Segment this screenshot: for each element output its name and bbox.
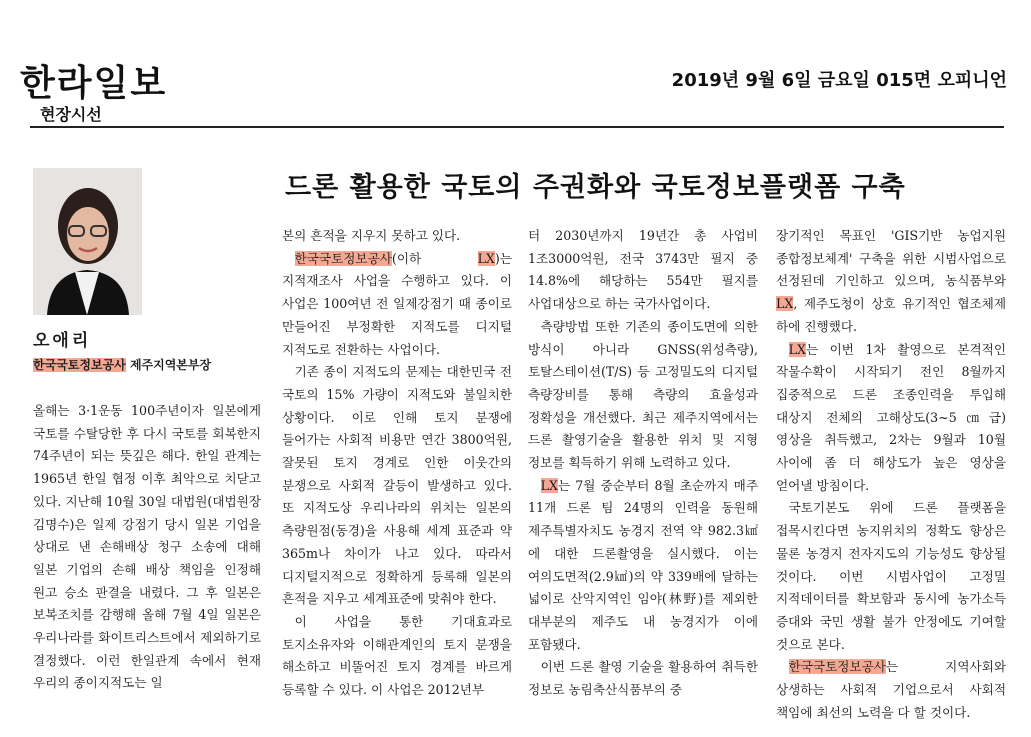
author-name: 오애리 (33, 331, 92, 351)
body-paragraph: 올해는 3·1운동 100주년이자 일본에게 국토를 수탈당한 후 다시 국토를 회복한지 74주년이 되는 뜻깊은 해다. 한일 관계는 1965년 한일 협정 이후 최악으로 치닫고 있다. 지난해 10월 30일 대법원(대법원장 김명수)은 일제 강점기 당시 일본 기업을 상대로 낸 손해배상 청구 소송에 대해 일본 기업의 손해 배상 책임을 인정해 원고 승소 판결을 내렸다. 그 후 일본은 보복조치를 감행해 올해 7월 4일 일본은 우리나라를 화이트리스트에서 제외하기로 결정했다. 이런 한일관계 속에서 현재 우리의 종이지적도는 일 (33, 403, 261, 691)
newspaper-masthead: 한라일보 (20, 63, 168, 104)
body-text: 는 이번 1차 촬영으로 본격적인 작물수확이 시작되기 전인 8월까지 집중적으로 드론 조종인력을 투입해 대상지 전체의 고해상도(3~5㎝급) 영상을 취득했고, 2차는 9월과 10월 사이에 좀 더 해상도가 높은 영상을 얻어낼 방침이다. (776, 341, 1006, 493)
body-text: 장기적인 목표인 'GIS기반 농업지원 종합정보체계' 구축을 위한 시범사업으로 선정된데 기인하고 있으며, 농식품부와 (776, 228, 1006, 289)
highlighted-lx: LX (776, 296, 794, 312)
body-text: (이하 (391, 250, 478, 266)
body-paragraph (776, 225, 1006, 339)
body-paragraph (528, 475, 758, 657)
body-paragraph: 국토기본도 위에 드론 플랫폼을 접목시킨다면 농지위치의 정확도 향상은 물론 농경지 전자지도의 기능성도 향상될 것이다. 이번 시범사업이 고정밀 지적데이터를 확보함과 동시에 농가소득 증대와 국민 생활 불가 안정에도 기여할 것으로 본다. (776, 500, 1006, 652)
body-paragraph: 이 사업을 통한 기대효과로 토지소유자와 이해관계인의 토지 분쟁을 해소하고 비뚤어진 토지 경계를 바르게 등록할 수 있다. 이 사업은 2012년부 (282, 613, 512, 698)
highlighted-lx: LX (477, 250, 495, 266)
masthead-divider (30, 126, 1004, 128)
highlighted-lx: LX (788, 341, 806, 357)
body-paragraph: 이번 드론 촬영 기술을 활용하여 취득한 정보로 농림축산식품부의 중 (528, 659, 758, 698)
author-photo (33, 168, 142, 315)
body-paragraph: 기존 종이 지적도의 문제는 대한민국 전 국토의 15% 가량이 지적도와 불일치한 상황이다. 이로 인해 토지 분쟁에 들어가는 사회적 비용만 연간 3800억원, 잘못된 토지 경계로 인한 이웃간의 분쟁으로 사회적 갈등이 발생하고 있다. 또 지적도상 우리나라의 위치는 일본의 측량원점(동경)을 사용해 세계 표준과 약 365m나 차이가 나고 있다. 따라서 디지털지적으로 정확하게 등록해 일본의 흔적을 지우고 세계표준에 맞춰야 한다. (282, 364, 512, 607)
column-section-label: 현장시선 (40, 105, 102, 124)
body-text: )는 지적재조사 사업을 수행하고 있다. 이 사업은 100여년 전 일제강점기 때 종이로 만들어진 부정확한 지적도를 디지털 지적도로 전환하는 사업이다. (282, 250, 512, 357)
highlighted-lx: LX (540, 477, 558, 493)
body-text: , 제주도청이 상호 유기적인 협조체제 하에 진행했다. (776, 296, 1006, 334)
author-org: 한국국토정보공사 (33, 358, 126, 372)
body-paragraph (776, 656, 1006, 724)
author-portrait-icon (33, 168, 142, 315)
author-affiliation (33, 356, 211, 373)
highlighted-org-name: 한국국토정보공사 (788, 659, 886, 675)
body-paragraph (282, 248, 512, 362)
body-text: 는 7월 중순부터 8월 초순까지 매주 11개 드론 팀 24명의 인력을 동원해 제주특별자치도 농경지 전역 약 982.3㎢에 대한 드론촬영을 실시했다. 이는 여의도면적(2.9㎢)의 약 339배에 달하는 넓이로 산악지역인 임야(林野)를 제외한 대부분의 제주도 내 농경지가 이에 포함됐다. (528, 477, 758, 652)
body-column-1 (33, 400, 261, 695)
body-paragraph (776, 339, 1006, 498)
body-column-2 (282, 225, 512, 702)
article-headline: 드론 활용한 국토의 주권화와 국토정보플랫폼 구축 (285, 172, 906, 203)
body-paragraph: 본의 흔적을 지우지 못하고 있다. (282, 228, 461, 243)
body-paragraph: 터 2030년까지 19년간 총 사업비 1조3000억원, 전국 3743만 필지 중 14.8%에 해당하는 554만 필지를 사업대상으로 하는 국가사업이다. (528, 228, 758, 312)
body-column-3 (528, 225, 758, 702)
body-text: 는 지역사회와 상생하는 사회적 기업으로서 사회적 책임에 최선의 노력을 다 할 것이다. (776, 659, 1006, 720)
body-column-4 (776, 225, 1006, 724)
highlighted-org-name: 한국국토정보공사 (294, 250, 392, 266)
author-title: 제주지역본부장 (129, 358, 212, 372)
dateline: 2019년 9월 6일 금요일 015면 오피니언 (671, 70, 1007, 91)
body-paragraph: 측량방법 또한 기존의 종이도면에 의한 방식이 아니라 GNSS(위성측량), 토탈스테이션(T/S) 등 고정밀도의 디지털 측량장비를 통해 측량의 효율성과 정확성을 개선했다. 최근 제주지역에서는 드론 촬영기술을 활용한 위치 및 지형 정보를 획득하기 위해 노력하고 있다. (528, 318, 758, 471)
